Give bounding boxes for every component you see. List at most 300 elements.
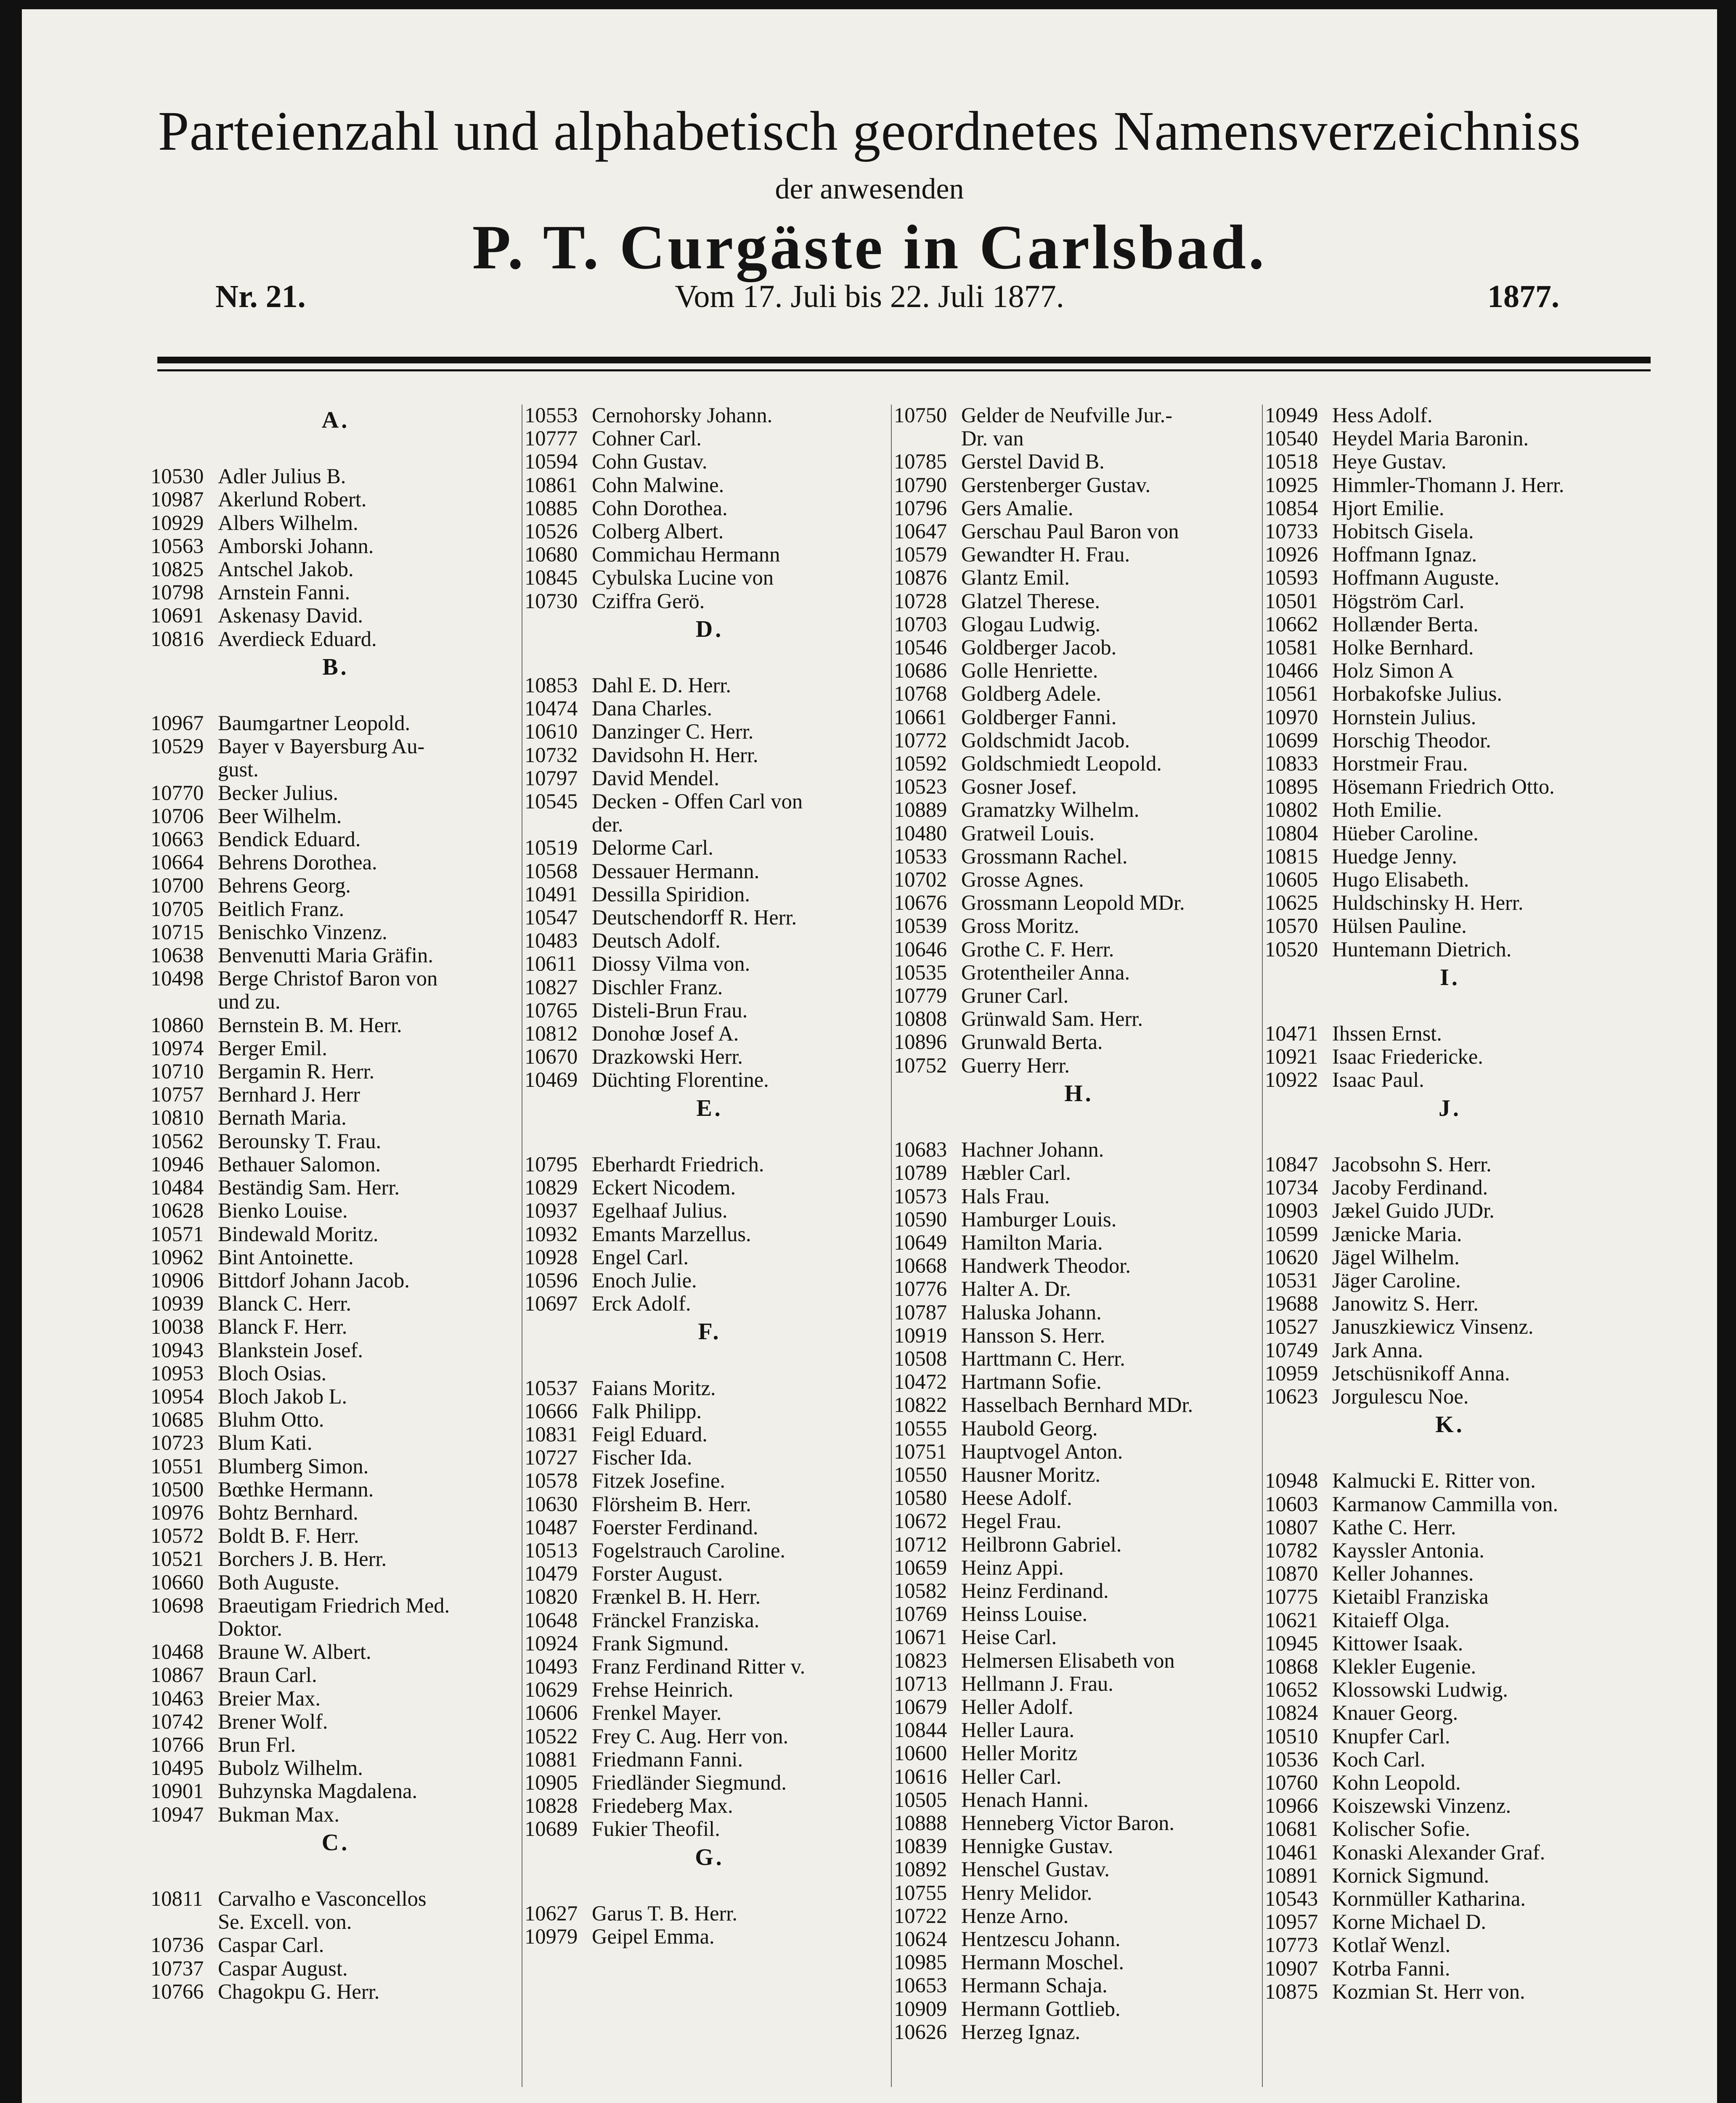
guest-entry	[151, 1153, 521, 1176]
party-number: 10804	[1265, 821, 1318, 845]
guest-name: Brener Wolf.	[218, 1710, 328, 1733]
guest-name: Adler Julius B.	[218, 465, 346, 488]
guest-name: Hösemann Friedrich Otto.	[1332, 775, 1555, 799]
guest-name: Deutschendorff R. Herr.	[592, 906, 797, 930]
guest-name: Hamburger Louis.	[961, 1208, 1117, 1231]
guest-name: Düchting Florentine.	[592, 1068, 769, 1092]
register-title: Parteienzahl und alphabetisch geordnetes Namensverzeichniss	[158, 100, 1581, 162]
guest-name: Falk Philipp.	[592, 1399, 702, 1423]
guest-entry	[1265, 1794, 1635, 1817]
guest-name: Gerstenberger Gustav.	[961, 473, 1151, 497]
guest-name-continuation: gust.	[218, 758, 259, 781]
guest-entry	[894, 1486, 1264, 1510]
guest-entry	[151, 1037, 521, 1060]
party-number: 10722	[894, 1904, 947, 1928]
party-number: 10954	[151, 1384, 204, 1408]
guest-name: Klossowski Ludwig.	[1332, 1678, 1508, 1702]
guest-name: Bukman Max.	[218, 1803, 339, 1826]
guest-name: Grosse Agnes.	[961, 868, 1084, 892]
guest-name: Janowitz S. Herr.	[1332, 1292, 1479, 1316]
party-number: 10796	[894, 496, 947, 520]
guest-name: Hachner Johann.	[961, 1138, 1104, 1162]
party-number: 10561	[1265, 682, 1318, 706]
guest-entry	[525, 906, 895, 929]
party-number: 10772	[894, 728, 947, 752]
party-number: 10479	[525, 1562, 578, 1586]
guest-name: Handwerk Theodor.	[961, 1254, 1131, 1278]
guest-entry	[1265, 1771, 1635, 1794]
guest-name: Drazkowski Herr.	[592, 1045, 743, 1069]
date-range: Vom 17. Juli bis 22. Juli 1877.	[675, 279, 1064, 314]
guest-entry	[525, 1678, 895, 1701]
party-number: 10570	[1265, 914, 1318, 938]
party-number: 10945	[1265, 1631, 1318, 1655]
guest-name: Beständig Sam. Herr.	[218, 1176, 400, 1200]
guest-entry	[151, 1710, 521, 1733]
party-number: 10876	[894, 566, 947, 590]
party-number: 10727	[525, 1446, 578, 1470]
guest-name: Dischler Franz.	[592, 975, 723, 999]
guest-entry	[894, 1277, 1264, 1300]
guest-entry	[525, 1153, 895, 1176]
guest-entry	[525, 566, 895, 589]
party-number: 10638	[151, 943, 204, 967]
guest-name: Kayssler Antonia.	[1332, 1539, 1484, 1562]
guest-name: Benvenutti Maria Gräfin.	[218, 944, 433, 967]
guest-entry	[1265, 798, 1635, 821]
guest-name: Hæbler Carl.	[961, 1161, 1071, 1185]
guest-entry	[1265, 1385, 1635, 1408]
guest-entry	[151, 1887, 521, 1910]
guest-name: Blankstein Josef.	[218, 1338, 363, 1362]
guest-name: Heinz Appi.	[961, 1556, 1064, 1579]
party-number: 10551	[151, 1454, 204, 1478]
guest-name: Hartmann Sofie.	[961, 1370, 1102, 1394]
party-number: 10484	[151, 1176, 204, 1200]
party-number: 10773	[1265, 1933, 1318, 1957]
guest-entry	[1265, 1022, 1635, 1045]
party-number: 10611	[525, 952, 577, 976]
guest-entry	[525, 1493, 895, 1516]
party-number: 10659	[894, 1555, 947, 1579]
guest-entry	[1265, 868, 1635, 891]
guest-entry	[151, 1803, 521, 1826]
party-number: 10472	[894, 1370, 947, 1394]
party-number: 10755	[894, 1881, 947, 1904]
party-number: 10508	[894, 1346, 947, 1370]
party-number: 10625	[1265, 891, 1318, 915]
party-number: 10533	[894, 844, 947, 868]
party-number: 10626	[894, 2020, 947, 2044]
guest-name: Gelder de Neufville Jur.-	[961, 404, 1173, 427]
party-number: 10921	[1265, 1045, 1318, 1069]
party-number: 10466	[1265, 659, 1318, 683]
party-number: 10811	[151, 1886, 203, 1910]
guest-entry	[525, 1377, 895, 1400]
party-number: 10505	[894, 1788, 947, 1812]
guest-entry	[525, 1068, 895, 1091]
guest-name: Gewandter H. Frau.	[961, 543, 1130, 567]
guest-entry	[1265, 1292, 1635, 1315]
guest-name: Hermann Gottlieb.	[961, 1997, 1121, 2021]
guest-entry	[151, 488, 521, 511]
guest-entry	[1265, 1153, 1635, 1176]
guest-name: Antschel Jakob.	[218, 558, 354, 581]
guest-entry	[525, 404, 895, 427]
guest-entry	[1265, 1887, 1635, 1910]
party-number: 10750	[894, 403, 947, 427]
guest-entry	[1265, 1223, 1635, 1246]
guest-name: Fogelstrauch Caroline.	[592, 1539, 785, 1562]
guest-entry	[151, 944, 521, 967]
party-number: 10790	[894, 473, 947, 497]
guest-entry	[894, 659, 1264, 682]
header-rule-thick	[157, 357, 1651, 363]
guest-entry	[894, 1719, 1264, 1742]
party-number: 10828	[525, 1794, 578, 1818]
guest-name: Isaac Friedericke.	[1332, 1045, 1483, 1069]
guest-entry	[894, 798, 1264, 821]
guest-name: Akerlund Robert.	[218, 488, 367, 511]
guest-name: Bindewald Moritz.	[218, 1222, 379, 1246]
guest-name: Bernath Maria.	[218, 1106, 347, 1130]
guest-name: Feigl Eduard.	[592, 1422, 708, 1446]
guest-entry	[1265, 1045, 1635, 1068]
party-number: 10624	[894, 1927, 947, 1951]
guest-name: Cohn Malwine.	[592, 473, 724, 497]
guest-entry	[1265, 1609, 1635, 1632]
party-number: 10526	[525, 519, 578, 543]
party-number: 10627	[525, 1901, 578, 1925]
party-number: 10909	[894, 1997, 947, 2021]
guest-entry	[894, 1347, 1264, 1370]
guest-entry	[1265, 659, 1635, 682]
guest-entry	[894, 1161, 1264, 1184]
guest-entry	[151, 1060, 521, 1083]
guest-entry	[525, 497, 895, 520]
party-number: 10868	[1265, 1654, 1318, 1678]
party-number: 10833	[1265, 752, 1318, 776]
guest-entry	[1265, 1655, 1635, 1678]
guest-entry	[894, 1054, 1264, 1077]
header-rule-thin	[157, 369, 1651, 371]
guest-entry	[894, 729, 1264, 752]
guest-entry	[894, 1672, 1264, 1695]
guest-entry	[1265, 636, 1635, 659]
party-number: 10672	[894, 1509, 947, 1533]
party-number: 10766	[151, 1979, 204, 2003]
guest-entry	[151, 1292, 521, 1315]
guest-entry	[1265, 1199, 1635, 1222]
guest-entry	[151, 851, 521, 874]
guest-name: Braeutigam Friedrich Med.	[218, 1594, 450, 1617]
guest-entry	[151, 1246, 521, 1269]
guest-name: Frænkel B. H. Herr.	[592, 1585, 761, 1609]
guest-entry	[151, 1269, 521, 1292]
guest-name: Grotentheiler Anna.	[961, 961, 1130, 984]
guest-name: Foerster Ferdinand.	[592, 1515, 758, 1539]
guest-name: Hugo Elisabeth.	[1332, 868, 1469, 892]
guest-entry	[894, 404, 1264, 427]
guest-entry	[151, 1594, 521, 1617]
guest-entry	[894, 1007, 1264, 1030]
guest-entry	[1265, 1585, 1635, 1608]
guest-name: Klekler Eugenie.	[1332, 1655, 1476, 1678]
guest-entry	[894, 1881, 1264, 1904]
guest-name: Golle Henriette.	[961, 659, 1098, 683]
guest-name: Bluhm Otto.	[218, 1408, 324, 1432]
guest-entry	[151, 735, 521, 758]
party-number: 10596	[525, 1268, 578, 1292]
party-number: 10606	[525, 1701, 578, 1725]
party-number: 10891	[1265, 1863, 1318, 1887]
guest-name: Hoth Emilie.	[1332, 798, 1442, 822]
guest-entry	[1265, 1562, 1635, 1585]
guest-name: Heller Carl.	[961, 1765, 1062, 1788]
party-number: 10875	[1265, 1979, 1318, 2003]
party-number: 10705	[151, 897, 204, 921]
guest-entry	[1265, 590, 1635, 613]
guest-name: Gramatzky Wilhelm.	[961, 798, 1140, 822]
party-number: 10522	[525, 1724, 578, 1748]
party-number: 10903	[1265, 1199, 1318, 1223]
guest-name: Blanck F. Herr.	[218, 1315, 347, 1339]
guest-name: Hausner Moritz.	[961, 1463, 1100, 1486]
guest-entry	[525, 1701, 895, 1724]
party-number: 10713	[894, 1671, 947, 1695]
guest-entry	[525, 1655, 895, 1678]
guest-name: Hollænder Berta.	[1332, 612, 1479, 636]
guest-name: Grothe C. F. Herr.	[961, 938, 1114, 961]
guest-name: Borchers J. B. Herr.	[218, 1547, 387, 1571]
party-number: 10652	[1265, 1678, 1318, 1702]
guest-entry	[1265, 1841, 1635, 1864]
guest-entry	[525, 1817, 895, 1841]
guest-name: Holz Simon A	[1332, 659, 1454, 683]
guest-name: Frey C. Aug. Herr von.	[592, 1724, 789, 1748]
guest-entry	[894, 1440, 1264, 1463]
party-number: 10670	[525, 1045, 578, 1069]
party-number: 10802	[1265, 798, 1318, 822]
guest-name: Behrens Dorothea.	[218, 851, 377, 874]
guest-name: Isaac Paul.	[1332, 1068, 1424, 1092]
party-number: 10967	[151, 711, 204, 735]
guest-entry	[525, 1794, 895, 1817]
guest-name: Hüeber Caroline.	[1332, 821, 1479, 845]
issue-year: 1877.	[1487, 279, 1559, 314]
party-number: 10580	[894, 1486, 947, 1510]
guest-entry	[894, 1231, 1264, 1254]
party-number: 10498	[151, 967, 204, 991]
party-number: 10510	[1265, 1724, 1318, 1748]
guest-entry	[151, 1408, 521, 1431]
section-letter-heading: E.	[696, 1095, 723, 1121]
party-number: 10881	[525, 1747, 578, 1771]
party-number: 10723	[151, 1431, 204, 1455]
guest-entry	[151, 1199, 521, 1222]
guest-name: Kittower Isaak.	[1332, 1632, 1463, 1655]
guest-name: Hentzescu Johann.	[961, 1928, 1121, 1951]
guest-entry	[894, 1974, 1264, 1997]
guest-entry	[151, 604, 521, 627]
party-number: 10664	[151, 850, 204, 874]
party-number: 10979	[525, 1924, 578, 1948]
guest-name: Kietaibl Franziska	[1332, 1585, 1489, 1609]
guest-name: Gross Moritz.	[961, 914, 1079, 938]
guest-name: Hoffmann Ignaz.	[1332, 543, 1477, 567]
party-number: 10553	[525, 403, 578, 427]
party-number: 10782	[1265, 1538, 1318, 1562]
guest-name: Hess Adolf.	[1332, 404, 1433, 427]
guest-entry	[151, 1733, 521, 1756]
guest-name: Grossmann Rachel.	[961, 845, 1128, 868]
party-number: 10628	[151, 1199, 204, 1223]
guest-entry	[894, 752, 1264, 775]
party-number: 10592	[894, 752, 947, 776]
guest-entry	[1265, 497, 1635, 520]
guest-entry	[151, 1640, 521, 1663]
issue-number: Nr. 21.	[215, 279, 306, 314]
guest-name: Delorme Carl.	[592, 836, 713, 860]
guest-entry	[525, 1585, 895, 1608]
guest-name: Frank Sigmund.	[592, 1632, 729, 1655]
party-number: 10895	[1265, 775, 1318, 799]
guest-entry	[525, 1176, 895, 1199]
guest-name: Keller Johannes.	[1332, 1562, 1474, 1586]
guest-name: Gratweil Louis.	[961, 821, 1095, 845]
party-number: 10736	[151, 1933, 204, 1957]
guest-entry	[525, 427, 895, 450]
party-number: 10660	[151, 1570, 204, 1594]
guest-entry	[151, 1362, 521, 1385]
party-number: 10537	[525, 1376, 578, 1400]
guest-entry	[894, 1185, 1264, 1208]
party-number: 10768	[894, 682, 947, 706]
guest-name: Beitlich Franz.	[218, 897, 345, 921]
guest-name: Jäger Caroline.	[1332, 1269, 1461, 1292]
guest-name: Carvalho e Vasconcellos	[218, 1887, 427, 1910]
guest-entry	[894, 1742, 1264, 1765]
guest-entry	[1265, 729, 1635, 752]
guest-entry	[1265, 404, 1635, 427]
party-number: 10844	[894, 1718, 947, 1742]
party-number: 10600	[894, 1741, 947, 1765]
guest-entry	[525, 1725, 895, 1748]
guest-entry	[525, 1516, 895, 1539]
guest-entry	[894, 1765, 1264, 1788]
guest-entry	[1265, 1339, 1635, 1362]
party-number: 10889	[894, 798, 947, 822]
guest-entry	[1265, 1701, 1635, 1724]
guest-name: Henry Melidor.	[961, 1881, 1092, 1904]
party-number: 10521	[151, 1547, 204, 1571]
party-number: 10925	[1265, 473, 1318, 497]
guest-entry	[525, 543, 895, 566]
guest-entry	[894, 1579, 1264, 1602]
guest-name: Beer Wilhelm.	[218, 804, 342, 828]
party-number: 10853	[525, 673, 578, 697]
party-number: 10860	[151, 1013, 204, 1037]
guest-name: Gers Amalie.	[961, 496, 1073, 520]
guest-name: Bittdorf Johann Jacob.	[218, 1269, 410, 1292]
guest-name: Eckert Nicodem.	[592, 1176, 736, 1200]
guest-entry	[894, 1417, 1264, 1440]
guest-entry	[151, 1547, 521, 1571]
party-number: 10827	[525, 975, 578, 999]
guest-name: Kornick Sigmund.	[1332, 1864, 1490, 1887]
party-number: 10845	[525, 566, 578, 590]
guest-name: Cohner Carl.	[592, 427, 702, 450]
guest-name: Blumberg Simon.	[218, 1454, 369, 1478]
guest-name: Bergamin R. Herr.	[218, 1060, 375, 1083]
party-number: 10474	[525, 697, 578, 720]
guest-name: Both Auguste.	[218, 1571, 339, 1594]
guest-entry	[894, 1904, 1264, 1928]
party-number: 10737	[151, 1956, 204, 1980]
guest-name: Knupfer Carl.	[1332, 1724, 1450, 1748]
party-number: 10568	[525, 859, 578, 883]
guest-entry	[151, 1524, 521, 1547]
party-number: 10679	[894, 1695, 947, 1719]
register-subtitle: der anwesenden	[775, 173, 964, 205]
guest-entry	[525, 1400, 895, 1423]
guest-name: Dessilla Spiridion.	[592, 882, 750, 906]
party-number: 10603	[1265, 1492, 1318, 1516]
party-number: 10777	[525, 426, 578, 450]
party-number: 10594	[525, 450, 578, 474]
guest-name: Bendick Eduard.	[218, 828, 361, 851]
guest-name: Bubolz Wilhelm.	[218, 1756, 363, 1780]
guest-entry	[151, 805, 521, 828]
guest-name: Flörsheim B. Herr.	[592, 1492, 751, 1516]
guest-entry	[894, 1695, 1264, 1719]
party-number: 10573	[894, 1184, 947, 1208]
guest-name: Diossy Vilma von.	[592, 952, 750, 976]
guest-name: Heilbronn Gabriel.	[961, 1533, 1122, 1556]
guest-name: Heller Moritz	[961, 1742, 1078, 1765]
party-number: 10523	[894, 775, 947, 799]
guest-name: Cohn Gustav.	[592, 450, 708, 474]
party-number: 10663	[151, 827, 204, 851]
guest-name-continuation: und zu.	[218, 990, 281, 1014]
guest-name: Caspar August.	[218, 1957, 348, 1980]
guest-entry	[1265, 1678, 1635, 1701]
party-number: 10749	[1265, 1338, 1318, 1362]
guest-entry	[894, 1858, 1264, 1881]
party-number: 10807	[1265, 1515, 1318, 1539]
party-number: 10959	[1265, 1361, 1318, 1385]
guest-entry	[894, 1997, 1264, 2021]
guest-entry	[1265, 822, 1635, 845]
guest-name: Kotlař Wenzl.	[1332, 1933, 1451, 1957]
name-column-2	[525, 404, 895, 1948]
party-number: 10947	[151, 1802, 204, 1826]
party-number: 10689	[525, 1817, 578, 1841]
guest-entry	[525, 1902, 895, 1925]
guest-entry	[894, 636, 1264, 659]
guest-name: Buhzynska Magdalena.	[218, 1780, 418, 1803]
party-number: 10700	[151, 874, 204, 898]
guest-name: Braune W. Albert.	[218, 1640, 371, 1664]
guest-entry	[151, 1571, 521, 1594]
section-letter-heading: H.	[1064, 1080, 1094, 1107]
guest-name: Gosner Josef.	[961, 775, 1077, 799]
guest-name: Benischko Vinzenz.	[218, 920, 387, 944]
party-number: 10593	[1265, 566, 1318, 590]
guest-name: Kotrba Fanni.	[1332, 1957, 1450, 1980]
party-number: 10491	[525, 882, 578, 906]
party-number: 10702	[894, 868, 947, 892]
